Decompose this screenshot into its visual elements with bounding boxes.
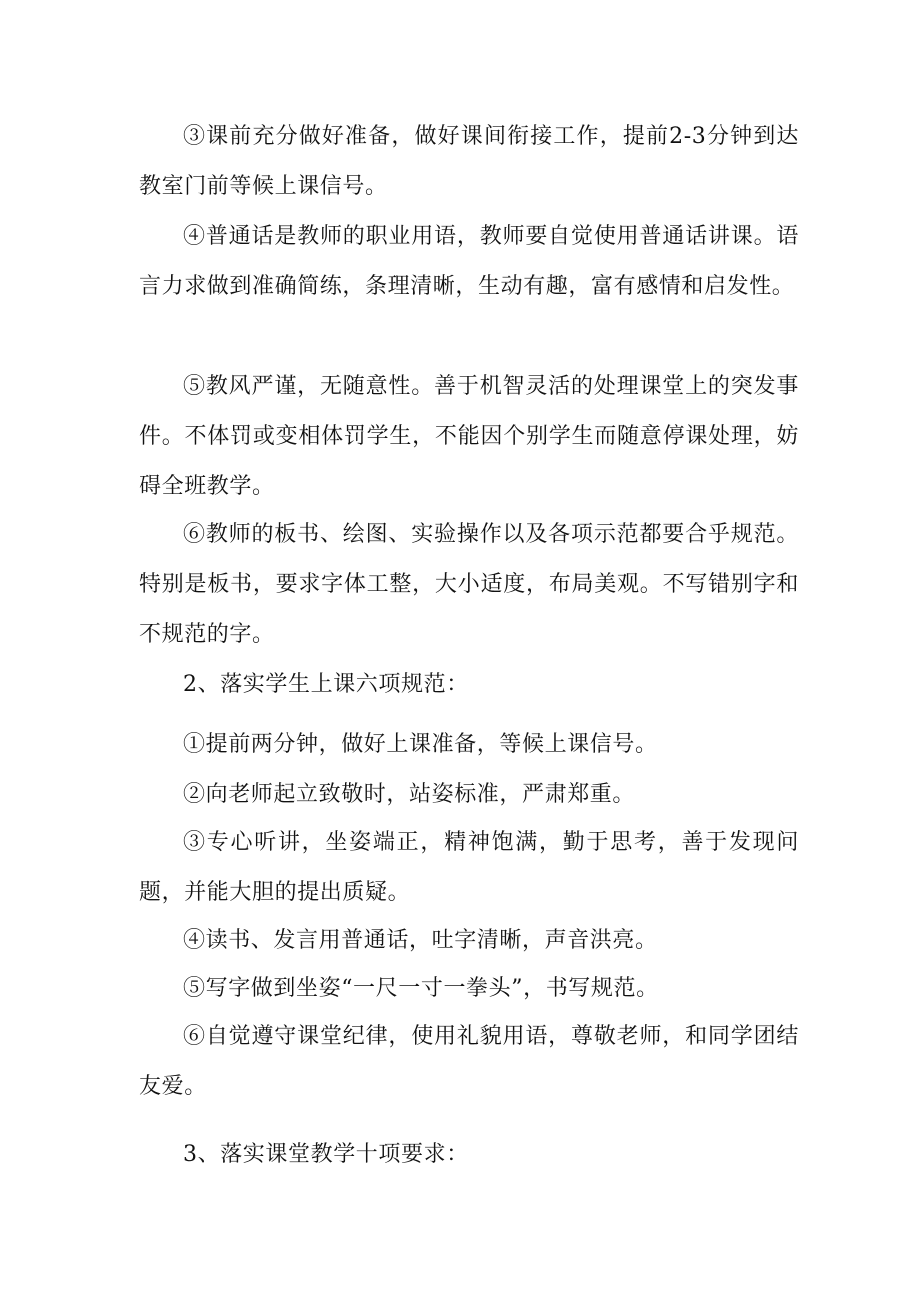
paragraph-student-1: ①提前两分钟，做好上课准备，等候上课信号。 (183, 732, 658, 757)
paragraph-student-4: ④读书、发言用普通话，吐字清晰，声音洪亮。 (183, 928, 658, 953)
heading-student-norms: 2、落实学生上课六项规范： (183, 672, 469, 697)
paragraph-teaching-style: ⑤教风严谨，无随意性。善于机智灵活的处理课堂上的突发事件。不体罚或变相体罚学生，不能因个别学生而随意停课处理，妨碍全班教学。 (139, 374, 799, 499)
paragraph-student-3: ③专心听讲，坐姿端正，精神饱满，勤于思考，善于发现问题，并能大胆的提出质疑。 (139, 830, 799, 905)
paragraph-student-6: ⑥自觉遵守课堂纪律，使用礼貌用语，尊敬老师，和同学团结友爱。 (139, 1024, 799, 1099)
heading-classroom-requirements: 3、落实课堂教学十项要求： (183, 1142, 469, 1167)
paragraph-student-2: ②向老师起立致敬时，站姿标准，严肃郑重。 (183, 782, 636, 807)
paragraph-teacher-prep: ③课前充分做好准备，做好课间衔接工作，提前2-3分钟到达教室门前等候上课信号。 (139, 124, 799, 199)
paragraph-blackboard: ⑥教师的板书、绘图、实验操作以及各项示范都要合乎规范。特别是板书，要求字体工整，大小适度，布局美观。不写错别字和不规范的字。 (139, 522, 799, 647)
paragraph-mandarin: ④普通话是教师的职业用语，教师要自觉使用普通话讲课。语言力求做到准确简练，条理清晰，生动有趣，富有感情和启发性。 (139, 224, 799, 299)
paragraph-student-5: ⑤写字做到坐姿“一尺一寸一拳头”，书写规范。 (183, 976, 659, 1001)
